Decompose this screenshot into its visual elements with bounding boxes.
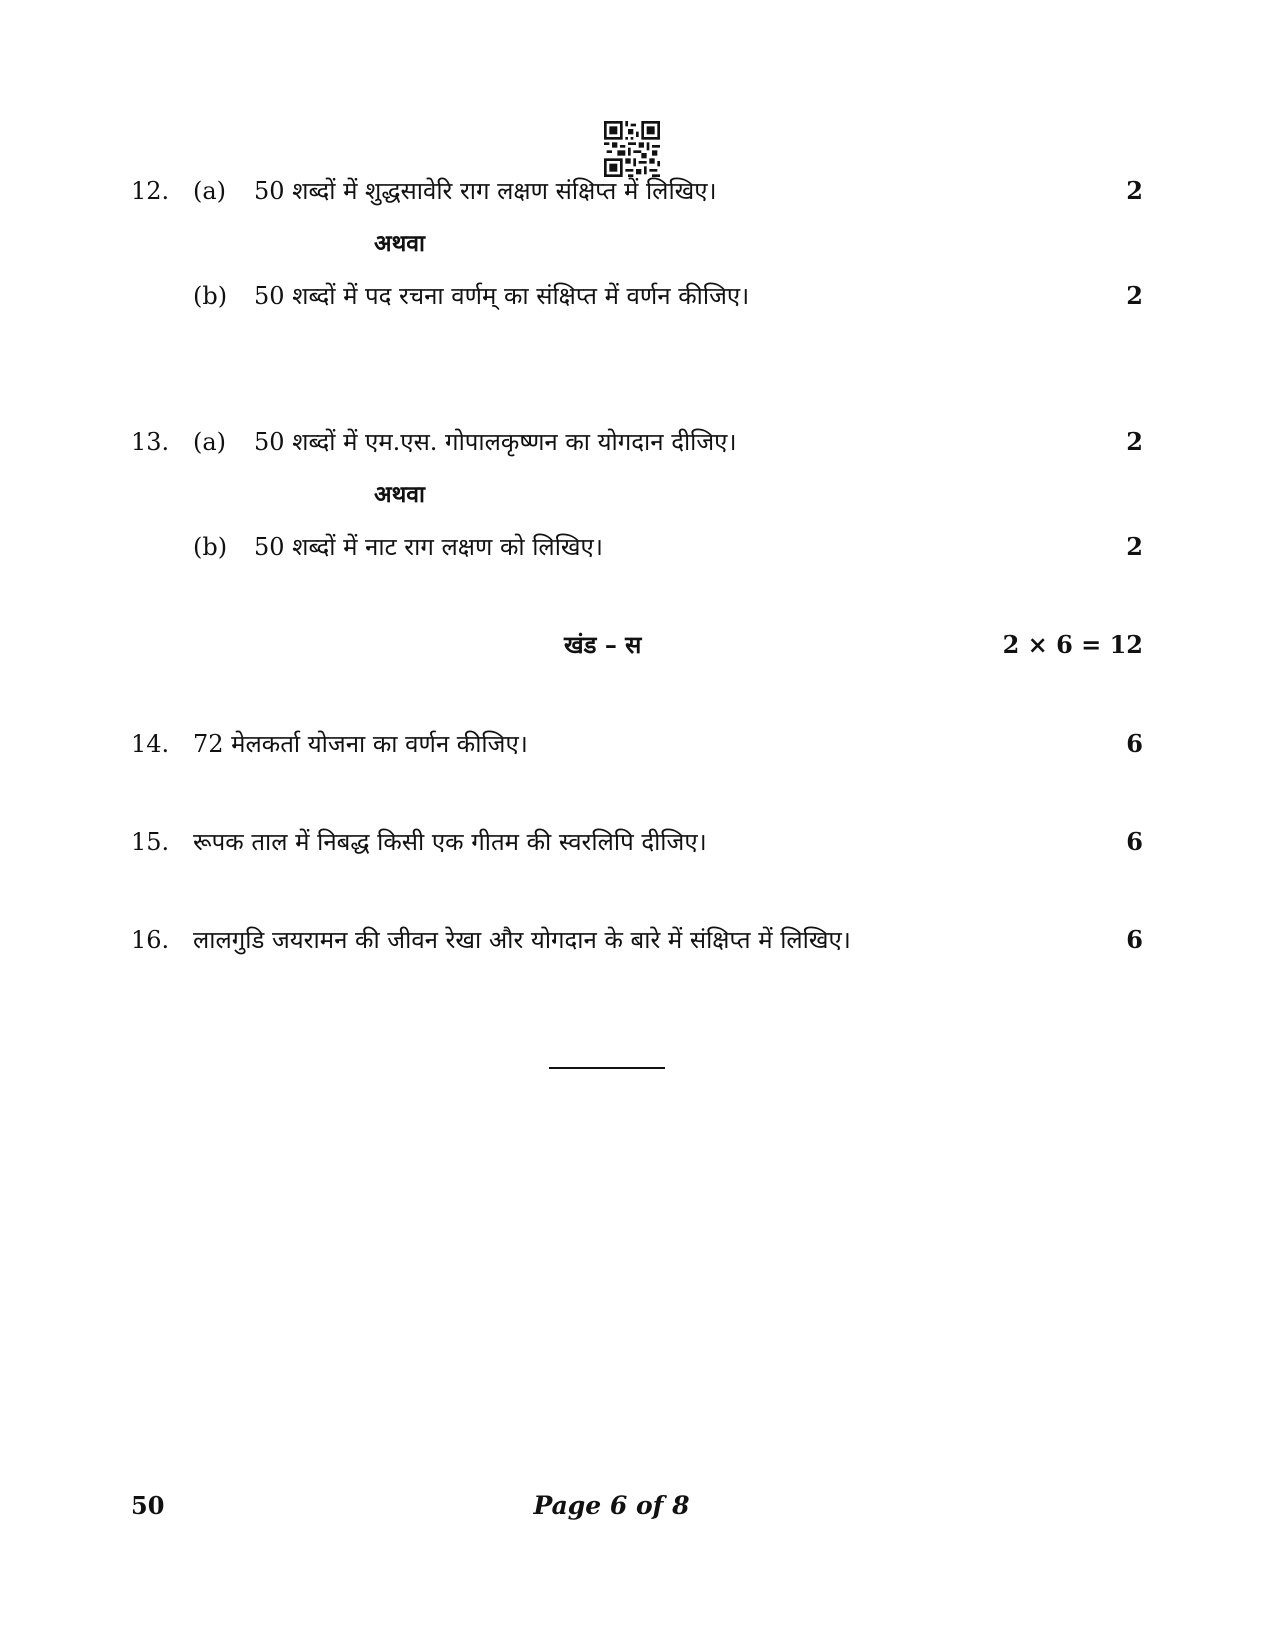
question-number: 12. (131, 177, 170, 205)
marks: 2 (1126, 532, 1143, 561)
question-text: 72 मेलकर्ता योजना का वर्णन कीजिए। (193, 730, 528, 758)
section-title: खंड – स (564, 630, 642, 659)
question-text: 50 शब्दों में एम.एस. गोपालकृष्णन का योगदान दीजिए। (254, 428, 737, 456)
question-14 (0, 724, 1275, 764)
or-label: अथवा (374, 230, 426, 257)
marks: 2 (1126, 176, 1143, 205)
question-16 (0, 920, 1275, 960)
qr-code-icon (604, 121, 660, 177)
end-divider (549, 1067, 665, 1069)
part-label: (a) (193, 177, 227, 205)
section-header (0, 625, 1275, 665)
question-15 (0, 822, 1275, 862)
question-12b (0, 276, 1275, 316)
page-number (0, 1486, 1275, 1526)
page-number-text: Page 6 of 8 (533, 1491, 690, 1520)
marks: 6 (1126, 729, 1143, 758)
question-12a (0, 171, 1275, 211)
question-number: 13. (131, 428, 170, 456)
or-divider-13 (0, 475, 1275, 515)
part-label: (b) (193, 533, 228, 561)
question-13b (0, 527, 1275, 567)
question-number: 14. (131, 730, 170, 758)
paper-code: 50 (131, 1491, 165, 1520)
question-number: 15. (131, 828, 170, 856)
part-label: (b) (193, 282, 228, 310)
part-label: (a) (193, 428, 227, 456)
marks: 2 (1126, 281, 1143, 310)
section-marks: 2 × 6 = 12 (1002, 630, 1143, 659)
or-divider-12 (0, 224, 1275, 264)
question-number: 16. (131, 926, 170, 954)
marks: 6 (1126, 827, 1143, 856)
question-text: 50 शब्दों में शुद्धसावेरि राग लक्षण संक्षिप्त में लिखिए। (254, 177, 717, 205)
question-text: लालगुडि जयरामन की जीवन रेखा और योगदान के बारे में संक्षिप्त में लिखिए। (193, 926, 851, 954)
question-text: 50 शब्दों में नाट राग लक्षण को लिखिए। (254, 533, 603, 561)
question-text: 50 शब्दों में पद रचना वर्णम् का संक्षिप्त में वर्णन कीजिए। (254, 282, 750, 310)
or-label: अथवा (374, 481, 426, 508)
question-text: रूपक ताल में निबद्ध किसी एक गीतम की स्वरलिपि दीजिए। (193, 828, 707, 856)
marks: 6 (1126, 925, 1143, 954)
question-13a (0, 422, 1275, 462)
marks: 2 (1126, 427, 1143, 456)
